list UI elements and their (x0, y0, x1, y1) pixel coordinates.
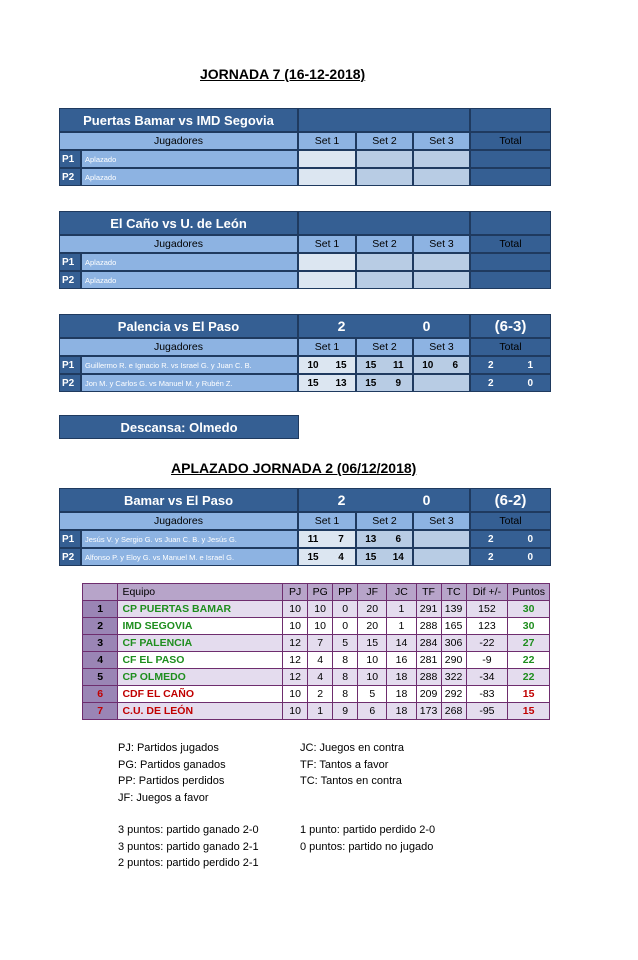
standings-pos: 3 (83, 635, 118, 652)
col-players: Jugadores (59, 132, 298, 150)
set1-score (298, 253, 356, 271)
points-rules-left (118, 822, 259, 872)
standings-tc: 268 (441, 703, 466, 720)
legend-item: PG: Partidos ganados (118, 758, 226, 771)
standings-jf: 10 (358, 652, 387, 669)
standings-row (83, 635, 550, 652)
set1-score (298, 356, 356, 374)
standings-pj: 12 (283, 652, 308, 669)
col-set2: Set 2 (356, 338, 413, 356)
col-set1: Set 1 (298, 132, 356, 150)
match-columns-row (59, 235, 551, 253)
match-block (59, 211, 551, 289)
match-player-row (59, 168, 551, 186)
standings-pj: 10 (283, 703, 308, 720)
set3-score (413, 356, 470, 374)
score-away: 13 (335, 377, 347, 389)
standings-pos: 7 (83, 703, 118, 720)
col-set1: Set 1 (298, 338, 356, 356)
page-title: JORNADA 7 (16-12-2018) (200, 66, 366, 82)
standings-tc: 165 (441, 618, 466, 635)
match-player-row (59, 356, 551, 374)
match-player-row (59, 374, 551, 392)
col-set2: Set 2 (356, 235, 413, 253)
standings-pj: 10 (283, 686, 308, 703)
score-away: 11 (392, 359, 404, 371)
standings-tc: 139 (441, 601, 466, 618)
pair-players: Jesús V. y Sergio G. vs Juan C. B. y Jesús G. (81, 530, 298, 548)
legend-item: PP: Partidos perdidos (118, 775, 225, 787)
total-score (470, 168, 551, 186)
header-tf: TF (416, 584, 441, 601)
standings-tf: 173 (416, 703, 441, 720)
match-name: Bamar vs El Paso (59, 488, 298, 512)
col-players: Jugadores (59, 338, 298, 356)
standings-dif: 152 (466, 601, 508, 618)
pair-label: P1 (59, 530, 81, 548)
match-games-total: (6-2) (470, 488, 551, 512)
total-score (470, 374, 551, 392)
match-score-away: 0 (422, 318, 431, 334)
points-rule: 3 puntos: partido ganado 2-1 (118, 840, 259, 853)
standings-pos: 5 (83, 669, 118, 686)
standings-header-row (83, 584, 550, 601)
col-total: Total (470, 338, 551, 356)
standings-dif: -9 (466, 652, 508, 669)
set2-score (356, 150, 413, 168)
pair-label: P2 (59, 548, 81, 566)
standings-tc: 322 (441, 669, 466, 686)
match-name: El Caño vs U. de León (59, 211, 298, 235)
set3-score (413, 150, 470, 168)
col-total: Total (470, 512, 551, 530)
header-team: Equipo (118, 584, 283, 601)
standings-pos: 2 (83, 618, 118, 635)
legend-item: TC: Tantos en contra (300, 775, 402, 787)
postponed-title: APLAZADO JORNADA 2 (06/12/2018) (171, 460, 417, 476)
match-player-row (59, 253, 551, 271)
header-pj: PJ (283, 584, 308, 601)
score-home: 10 (422, 359, 434, 371)
match-header-row (59, 108, 551, 132)
standings-dif: -95 (466, 703, 508, 720)
standings-pj: 10 (283, 601, 308, 618)
points-rules-right (300, 822, 435, 855)
standings-tf: 288 (416, 669, 441, 686)
standings-pg: 7 (308, 635, 333, 652)
header-jf: JF (358, 584, 387, 601)
standings-pts: 30 (508, 618, 550, 635)
standings-jf: 20 (358, 601, 387, 618)
standings-dif: -22 (466, 635, 508, 652)
standings-jf: 5 (358, 686, 387, 703)
col-set1: Set 1 (298, 235, 356, 253)
standings-jc: 16 (387, 652, 416, 669)
pair-players: Aplazado (81, 253, 298, 271)
score-away: 6 (395, 533, 402, 545)
standings-pg: 10 (308, 618, 333, 635)
standings-row (83, 686, 550, 703)
match-set-score (298, 314, 470, 338)
score-home: 13 (365, 533, 377, 545)
col-set3: Set 3 (413, 235, 470, 253)
set3-score (413, 374, 470, 392)
standings-tf: 281 (416, 652, 441, 669)
match-games-total (470, 211, 551, 235)
match-games-total (470, 108, 551, 132)
standings-pp: 9 (333, 703, 358, 720)
standings-pts: 30 (508, 601, 550, 618)
col-total: Total (470, 132, 551, 150)
col-set2: Set 2 (356, 132, 413, 150)
standings-dif: -83 (466, 686, 508, 703)
standings-jc: 18 (387, 669, 416, 686)
standings-pts: 27 (508, 635, 550, 652)
col-set3: Set 3 (413, 338, 470, 356)
legend-item: JF: Juegos a favor (118, 791, 209, 804)
header-pp: PP (333, 584, 358, 601)
score-home: 2 (487, 533, 494, 545)
rest-team-banner (59, 415, 299, 439)
standings-pts: 22 (508, 652, 550, 669)
standings-dif: 123 (466, 618, 508, 635)
score-away: 15 (335, 359, 347, 371)
set2-score (356, 168, 413, 186)
match-player-row (59, 150, 551, 168)
header-puntos: Puntos (508, 584, 550, 601)
set1-score (298, 548, 356, 566)
points-rule: 3 puntos: partido ganado 2-0 (118, 824, 259, 836)
standings-pj: 10 (283, 618, 308, 635)
match-score-home: 2 (337, 318, 346, 334)
match-header-row (59, 488, 551, 512)
col-players: Jugadores (59, 512, 298, 530)
col-set3: Set 3 (413, 132, 470, 150)
score-away: 1 (527, 359, 534, 371)
set1-score (298, 168, 356, 186)
standings-pts: 22 (508, 669, 550, 686)
header-pg: PG (308, 584, 333, 601)
standings-row (83, 652, 550, 669)
header-tc: TC (441, 584, 466, 601)
total-score (470, 253, 551, 271)
legend-left (118, 740, 226, 806)
rest-label: Descansa: Olmedo (59, 415, 299, 439)
legend-item: PJ: Partidos jugados (118, 742, 219, 754)
pair-label: P2 (59, 374, 81, 392)
standings-tc: 290 (441, 652, 466, 669)
pair-label: P2 (59, 168, 81, 186)
set3-score (413, 168, 470, 186)
score-home: 2 (487, 551, 494, 563)
standings-row (83, 703, 550, 720)
match-score-away: 0 (422, 492, 431, 508)
match-player-row (59, 530, 551, 548)
total-score (470, 530, 551, 548)
score-home: 15 (365, 377, 377, 389)
standings-team: CF EL PASO (118, 652, 283, 669)
standings-pts: 15 (508, 703, 550, 720)
legend-item: JC: Juegos en contra (300, 742, 404, 754)
total-score (470, 356, 551, 374)
standings-jc: 18 (387, 686, 416, 703)
standings-jf: 10 (358, 669, 387, 686)
score-away: 7 (338, 533, 344, 545)
standings-row (83, 601, 550, 618)
standings-pp: 0 (333, 601, 358, 618)
score-home: 15 (307, 377, 319, 389)
score-away: 6 (452, 359, 459, 371)
standings-pp: 8 (333, 669, 358, 686)
match-block (59, 488, 551, 566)
legend-right (300, 740, 404, 790)
header-jc: JC (387, 584, 416, 601)
match-games-total: (6-3) (470, 314, 551, 338)
pair-players: Jon M. y Carlos G. vs Manuel M. y Rubén Z. (81, 374, 298, 392)
set3-score (413, 271, 470, 289)
standings-row (83, 618, 550, 635)
points-rule: 0 puntos: partido no jugado (300, 840, 434, 853)
standings-pts: 15 (508, 686, 550, 703)
total-score (470, 150, 551, 168)
match-score-home: 2 (337, 492, 346, 508)
score-away: 4 (338, 551, 344, 563)
pair-label: P1 (59, 356, 81, 374)
match-set-score (298, 108, 470, 132)
standings-pg: 1 (308, 703, 333, 720)
standings-pg: 2 (308, 686, 333, 703)
standings-team: C.U. DE LEÓN (118, 703, 283, 720)
standings-jc: 14 (387, 635, 416, 652)
col-set2: Set 2 (356, 512, 413, 530)
standings-team: CP OLMEDO (118, 669, 283, 686)
standings-dif: -34 (466, 669, 508, 686)
col-set1: Set 1 (298, 512, 356, 530)
standings-jc: 1 (387, 601, 416, 618)
col-total: Total (470, 235, 551, 253)
score-home: 11 (307, 533, 319, 545)
score-home: 2 (487, 377, 494, 389)
pair-label: P1 (59, 150, 81, 168)
match-columns-row (59, 132, 551, 150)
standings-row (83, 669, 550, 686)
standings-pp: 0 (333, 618, 358, 635)
set1-score (298, 271, 356, 289)
header-dif: Dif +/- (466, 584, 508, 601)
set2-score (356, 548, 413, 566)
standings-jf: 6 (358, 703, 387, 720)
legend-item: TF: Tantos a favor (300, 758, 389, 771)
score-home: 10 (307, 359, 319, 371)
score-away: 9 (395, 377, 402, 389)
standings-pos: 6 (83, 686, 118, 703)
standings-pos: 4 (83, 652, 118, 669)
score-away: 0 (527, 551, 534, 563)
standings-tf: 291 (416, 601, 441, 618)
standings-pp: 5 (333, 635, 358, 652)
match-player-row (59, 271, 551, 289)
standings-pj: 12 (283, 669, 308, 686)
standings-tf: 288 (416, 618, 441, 635)
standings-tf: 284 (416, 635, 441, 652)
set1-score (298, 374, 356, 392)
pair-label: P1 (59, 253, 81, 271)
set2-score (356, 356, 413, 374)
standings-pos: 1 (83, 601, 118, 618)
match-name: Palencia vs El Paso (59, 314, 298, 338)
total-score (470, 271, 551, 289)
standings-tf: 209 (416, 686, 441, 703)
pair-label: P2 (59, 271, 81, 289)
match-header-row (59, 314, 551, 338)
match-player-row (59, 548, 551, 566)
match-block (59, 314, 551, 392)
standings-jc: 1 (387, 618, 416, 635)
standings-pg: 4 (308, 652, 333, 669)
score-home: 15 (365, 551, 377, 563)
standings-pg: 4 (308, 669, 333, 686)
col-set3: Set 3 (413, 512, 470, 530)
pair-players: Aplazado (81, 150, 298, 168)
total-score (470, 548, 551, 566)
set3-score (413, 530, 470, 548)
set2-score (356, 271, 413, 289)
match-name: Puertas Bamar vs IMD Segovia (59, 108, 298, 132)
set2-score (356, 374, 413, 392)
score-away: 0 (527, 533, 534, 545)
pair-players: Aplazado (81, 168, 298, 186)
match-block (59, 108, 551, 186)
standings-team: CF PALENCIA (118, 635, 283, 652)
standings-jc: 18 (387, 703, 416, 720)
score-home: 2 (487, 359, 494, 371)
col-players: Jugadores (59, 235, 298, 253)
pair-players: Guillermo R. e Ignacio R. vs Israel G. y Juan C. B. (81, 356, 298, 374)
score-home: 15 (365, 359, 377, 371)
standings-tc: 306 (441, 635, 466, 652)
set3-score (413, 548, 470, 566)
set1-score (298, 150, 356, 168)
pair-players: Aplazado (81, 271, 298, 289)
match-set-score (298, 488, 470, 512)
standings-pp: 8 (333, 652, 358, 669)
points-rule: 1 punto: partido perdido 2-0 (300, 824, 436, 836)
set2-score (356, 530, 413, 548)
set1-score (298, 530, 356, 548)
standings-team: CDF EL CAÑO (118, 686, 283, 703)
standings-table (82, 583, 550, 720)
standings-pp: 8 (333, 686, 358, 703)
match-columns-row (59, 338, 551, 356)
score-home: 15 (307, 551, 319, 563)
standings-pj: 12 (283, 635, 308, 652)
set3-score (413, 253, 470, 271)
standings-jf: 15 (358, 635, 387, 652)
match-set-score (298, 211, 470, 235)
standings-team: CP PUERTAS BAMAR (118, 601, 283, 618)
match-header-row (59, 211, 551, 235)
score-away: 14 (392, 551, 404, 563)
header-pos (83, 584, 118, 601)
match-columns-row (59, 512, 551, 530)
pair-players: Alfonso P. y Eloy G. vs Manuel M. e Israel G. (81, 548, 298, 566)
score-away: 0 (527, 377, 534, 389)
standings-tc: 292 (441, 686, 466, 703)
points-rule: 2 puntos: partido perdido 2-1 (118, 857, 259, 869)
standings-team: IMD SEGOVIA (118, 618, 283, 635)
standings-pg: 10 (308, 601, 333, 618)
set2-score (356, 253, 413, 271)
standings-jf: 20 (358, 618, 387, 635)
